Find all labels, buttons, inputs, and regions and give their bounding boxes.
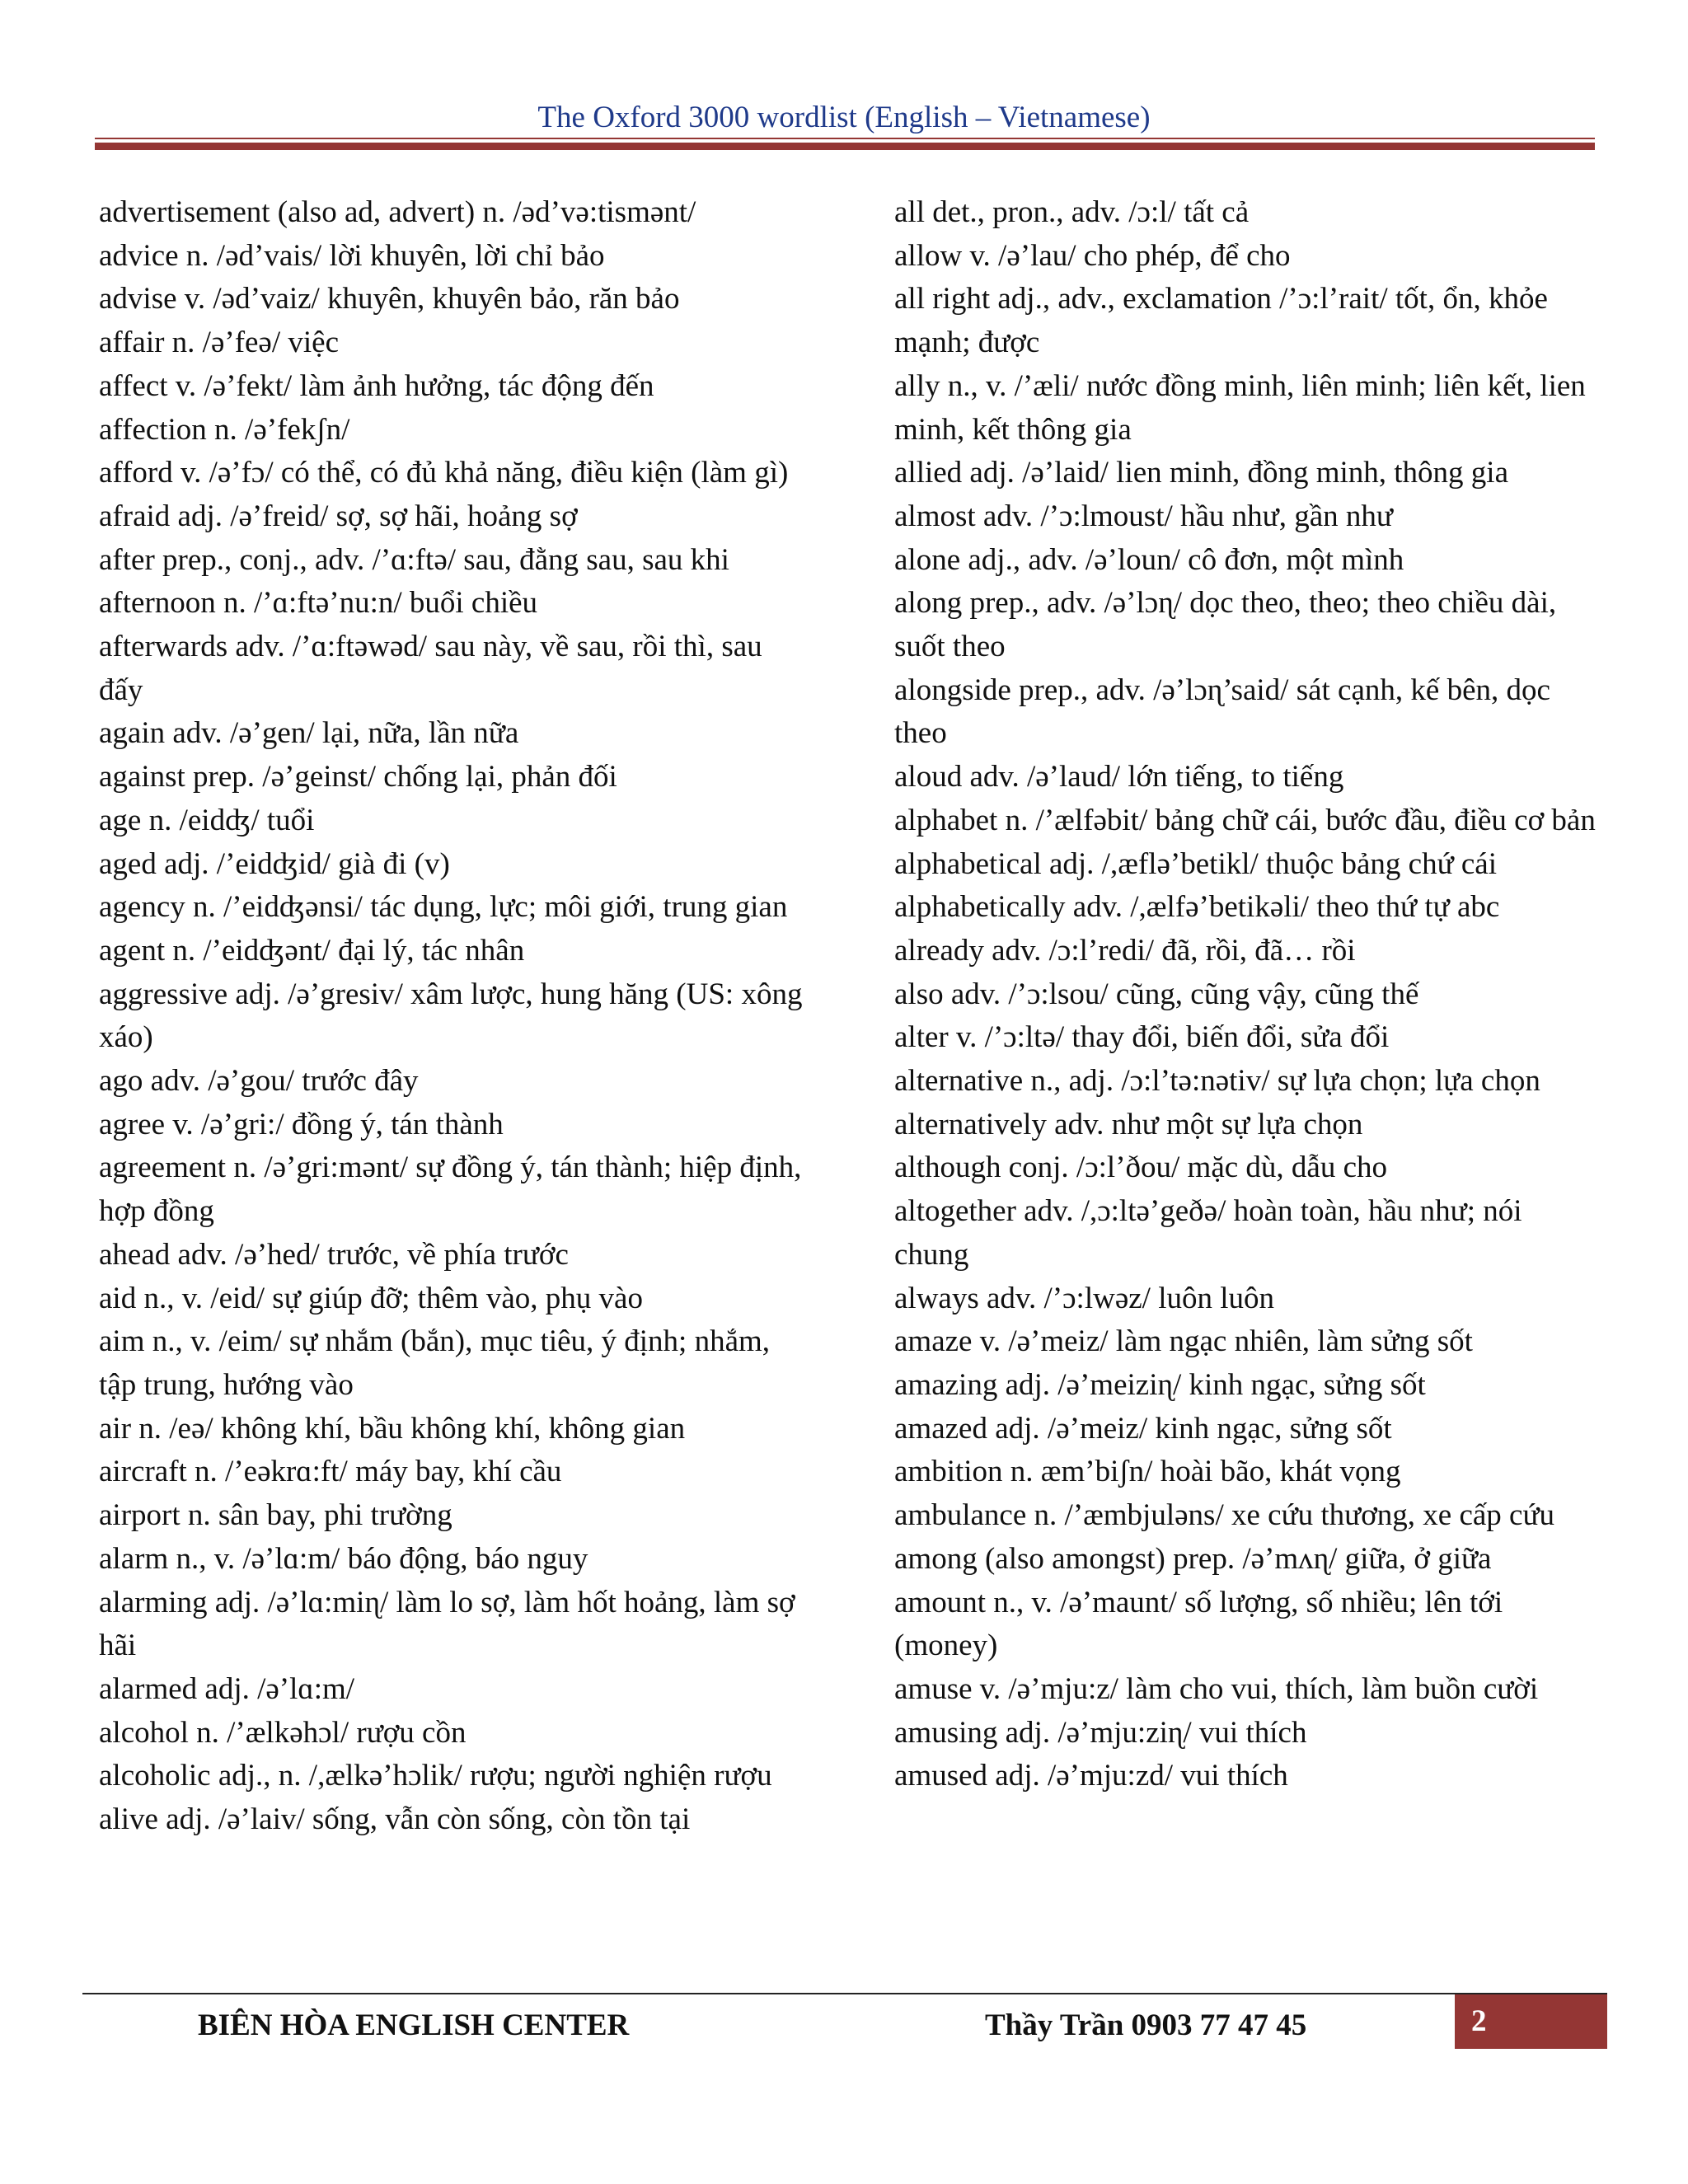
wordlist-entry: almost adv. /’ɔ:lmoust/ hầu như, gần như (894, 499, 1393, 533)
wordlist-entry: alarm n., v. /ə’lɑ:m/ báo động, báo nguy (99, 1541, 588, 1576)
wordlist-entry: afterwards adv. /’ɑ:ftəwəd/ sau này, về sau, rồi thì, sau đấy (99, 630, 762, 707)
wordlist-entry: agreement n. /ə’gri:mənt/ sự đồng ý, tán thành; hiệp định, hợp đồng (99, 1151, 802, 1229)
wordlist-entry: amaze v. /ə’meiz/ làm ngạc nhiên, làm sửng sốt (894, 1324, 1473, 1359)
wordlist-entry: again adv. /ə’gen/ lại, nữa, lần nữa (99, 716, 519, 751)
wordlist-entry: ambition n. æm’biʃn/ hoài bão, khát vọng (894, 1455, 1401, 1489)
wordlist-entry: alphabet n. /’ælfəbit/ bảng chữ cái, bước đầu, điều cơ bản (894, 803, 1596, 837)
wordlist-entry: afternoon n. /’ɑ:ftə’nu:n/ buổi chiều (99, 586, 538, 621)
footer-teacher-contact: Thầy Trần 0903 77 47 45 (985, 2008, 1307, 2042)
wordlist-entry: advise v. /əd’vaiz/ khuyên, khuyên bảo, răn bảo (99, 282, 680, 316)
wordlist-entry: amazing adj. /ə’meiziɳ/ kinh ngạc, sửng sốt (894, 1367, 1426, 1402)
wordlist-entry: alternative n., adj. /ɔ:l’tə:nətiv/ sự lựa chọn; lựa chọn (894, 1064, 1540, 1099)
wordlist-entry: alarmed adj. /ə’lɑ:m/ (99, 1671, 355, 1706)
wordlist-entry: ago adv. /ə’gou/ trước đây (99, 1064, 419, 1099)
wordlist-entry: advertisement (also ad, advert) n. /əd’və:tismənt/ (99, 195, 696, 229)
wordlist-entry: amount n., v. /ə’maunt/ số lượng, số nhiều; lên tới (money) (894, 1585, 1503, 1663)
wordlist-entry: also adv. /’ɔ:lsou/ cũng, cũng vậy, cũng thế (894, 977, 1419, 1011)
page-header-title: The Oxford 3000 wordlist (English – Vietnamese) (537, 101, 1151, 134)
wordlist-entry: alone adj., adv. /ə’loun/ cô đơn, một mình (894, 542, 1404, 577)
wordlist-entry: aircraft n. /’eəkrɑ:ft/ máy bay, khí cầu (99, 1455, 562, 1489)
wordlist-entry: against prep. /ə’geinst/ chống lại, phản đối (99, 760, 617, 794)
wordlist-entry: along prep., adv. /ə’lɔɳ/ dọc theo, theo; theo chiều dài, suốt theo (894, 586, 1557, 664)
wordlist-entry: amuse v. /ə’mju:z/ làm cho vui, thích, làm buồn cười (894, 1671, 1539, 1706)
wordlist-entry: agency n. /’eidʤənsi/ tác dụng, lực; môi giới, trung gian (99, 890, 788, 925)
wordlist-entry: allied adj. /ə’laid/ lien minh, đồng minh, thông gia (894, 456, 1509, 490)
wordlist-entry: ally n., v. /’æli/ nước đồng minh, liên minh; liên kết, lien minh, kết thông gia (894, 368, 1586, 447)
page-number-badge: 2 (1455, 1994, 1607, 2049)
wordlist-entry: aim n., v. /eim/ sự nhắm (bắn), mục tiêu, ý định; nhắm, tập trung, hướng vào (99, 1324, 771, 1402)
wordlist-entry: already adv. /ɔ:l’redi/ đã, rồi, đã… rồi (894, 933, 1356, 968)
header-rule-thick (95, 143, 1595, 150)
wordlist-entry: alphabetically adv. /,ælfə’betikəli/ theo thứ tự abc (894, 890, 1500, 925)
wordlist-entry: alongside prep., adv. /ə’lɔɳ’said/ sát cạnh, kế bên, dọc theo (894, 673, 1550, 751)
wordlist-column-right (894, 191, 1603, 1798)
wordlist-entry: amused adj. /ə’mju:zd/ vui thích (894, 1759, 1288, 1793)
wordlist-entry: airport n. sân bay, phi trường (99, 1498, 452, 1533)
wordlist-entry: allow v. /ə’lau/ cho phép, để cho (894, 238, 1291, 273)
footer-center-name: BIÊN HÒA ENGLISH CENTER (198, 2008, 630, 2042)
wordlist-entry: afford v. /ə’fɔ/ có thể, có đủ khả năng, điều kiện (làm gì) (99, 456, 789, 490)
wordlist-entry: alternatively adv. như một sự lựa chọn (894, 1107, 1363, 1141)
wordlist-entry: although conj. /ɔ:l’ðou/ mặc dù, dẫu cho (894, 1151, 1388, 1185)
wordlist-entry: ambulance n. /’æmbjuləns/ xe cứu thương, xe cấp cứu (894, 1498, 1555, 1533)
wordlist-entry: altogether adv. /,ɔ:ltə’geðə/ hoàn toàn, hầu như; nói chung (894, 1194, 1522, 1272)
wordlist-entry: among (also amongst) prep. /ə’mʌɳ/ giữa, ở giữa (894, 1541, 1492, 1576)
footer-rule (82, 1993, 1607, 1994)
wordlist-entry: advice n. /əd’vais/ lời khuyên, lời chỉ bảo (99, 238, 605, 273)
wordlist-entry: alter v. /’ɔ:ltə/ thay đổi, biến đổi, sửa đổi (894, 1020, 1390, 1055)
wordlist-entry: after prep., conj., adv. /’ɑ:ftə/ sau, đằng sau, sau khi (99, 542, 729, 577)
wordlist-entry: alphabetical adj. /,æflə’betikl/ thuộc bảng chứ cái (894, 846, 1498, 881)
wordlist-entry: affair n. /ə’feə/ việc (99, 326, 340, 360)
wordlist-entry: amazed adj. /ə’meiz/ kinh ngạc, sửng sốt (894, 1411, 1392, 1446)
wordlist-entry: ahead adv. /ə’hed/ trước, về phía trước (99, 1237, 569, 1272)
wordlist-entry: all right adj., adv., exclamation /’ɔ:l’rait/ tốt, ổn, khỏe mạnh; được (894, 282, 1548, 360)
wordlist-entry: agent n. /’eidʤənt/ đại lý, tác nhân (99, 933, 525, 968)
wordlist-entry: aggressive adj. /ə’gresiv/ xâm lược, hung hăng (US: xông xáo) (99, 977, 803, 1055)
wordlist-column-left (99, 191, 808, 1842)
wordlist-entry: alive adj. /ə’laiv/ sống, vẫn còn sống, còn tồn tại (99, 1802, 691, 1837)
wordlist-entry: air n. /eə/ không khí, bầu không khí, không gian (99, 1411, 686, 1446)
wordlist-entry: agree v. /ə’gri:/ đồng ý, tán thành (99, 1107, 504, 1141)
wordlist-entry: amusing adj. /ə’mju:ziɳ/ vui thích (894, 1715, 1307, 1750)
wordlist-entry: aloud adv. /ə’laud/ lớn tiếng, to tiếng (894, 760, 1344, 794)
wordlist-entry: affect v. /ə’fekt/ làm ảnh hưởng, tác động đến (99, 368, 654, 403)
wordlist-entry: alcohol n. /’ælkəhɔl/ rượu cồn (99, 1715, 467, 1750)
wordlist-entry: alcoholic adj., n. /,ælkə’hɔlik/ rượu; người nghiện rượu (99, 1759, 772, 1793)
header-rule-thin (95, 138, 1595, 139)
wordlist-entry: always adv. /’ɔ:lwəz/ luôn luôn (894, 1281, 1275, 1315)
wordlist-entry: afraid adj. /ə’freid/ sợ, sợ hãi, hoảng sợ (99, 499, 578, 533)
wordlist-entry: all det., pron., adv. /ɔ:l/ tất cả (894, 195, 1250, 229)
wordlist-entry: age n. /eidʤ/ tuổi (99, 803, 315, 837)
wordlist-entry: affection n. /ə’fekʃn/ (99, 412, 350, 447)
wordlist-entry: alarming adj. /ə’lɑ:miɳ/ làm lo sợ, làm hốt hoảng, làm sợ hãi (99, 1585, 795, 1663)
wordlist-entry: aged adj. /’eidʤid/ già đi (v) (99, 846, 450, 881)
wordlist-entry: aid n., v. /eid/ sự giúp đỡ; thêm vào, phụ vào (99, 1281, 643, 1315)
